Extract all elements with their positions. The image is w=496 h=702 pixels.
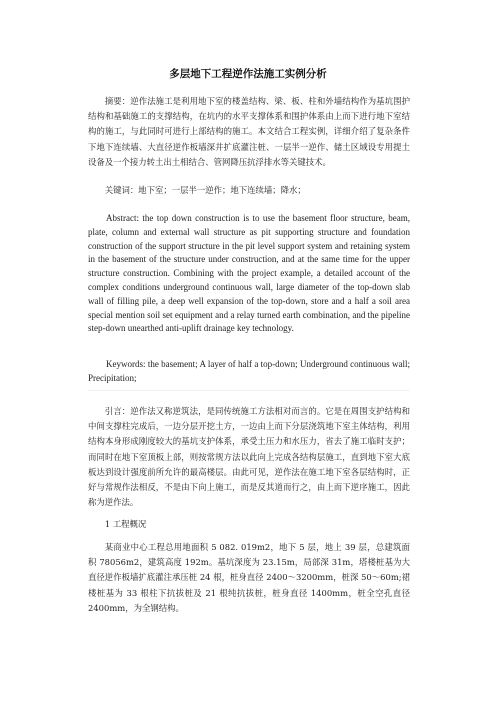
document-title: 多层地下工程逆作法施工实例分析 (169, 68, 327, 80)
section-1-body: 某商业中心工程总用地面积 5 082. 019m2，地下 5 层，地上 39 层，总建筑面积 78056m2，建筑高度 192m。基坑深度为 23.15m，局部深 31m，塔楼桩基为大直径逆作板墙扩底灌注承压桩 24 根，桩身直径 2400～3200mm，桩深 50～60m;裙楼桩基为 33 根柱下抗拔桩及 21 根纯抗拔桩，桩身直径 1400mm，桩全空孔直径 2400mm，为全钢结构。 (88, 542, 410, 613)
abstract-en: Abstract: the top down construction is to use the basement floor structure, beam, plate, column and external wall structure as pit supporting structure and foundation construction of the support structure in the pit level support system and retaining system in the basement of the structure under construction, and at the same time for the upper structure construction. Combining with the project example, a detailed account of the complex conditions underground continuous wall, large diameter of the top-down slab wall of filling pile, a deep well expansion of the top-down, store and a half a soil area special mention soil set equipment and a relay turned earth combination, and the pipeline step-down unearthed anti-uplift drainage key technology. (88, 213, 410, 334)
section-divider (88, 390, 410, 391)
introduction: 引言：逆作法又称逆筑法，是同传统施工方法相对而言的。它是在周围支护结构和中间支撑柱完成后，一边分层开挖土方，一边由上而下分层浇筑地下室主体结构，利用结构本身形成刚度较大的基坑支护体系，承受土压力和水压力，省去了施工临时支护；而同时在地下室顶板上部，则按常规方法以此向上完成各结构层施工，直到地下室大底板达到设计强度前所允许的最高楼层。由此可见，逆作法在施工地下室各层结构时，正好与常规作法相反，不是由下向上施工，而是反其道而行之，由上而下逆序施工，因此称为逆作法。 (88, 406, 410, 508)
abstract-cn: 摘要：逆作法施工是利用地下室的楼盖结构、梁、板、柱和外墙结构作为基坑围护结构和基础施工的支撑结构，在坑内的水平支撑体系和围护体系由上而下进行地下室结构的施工，与此同时可进行上部结构的施工。本文结合工程实例，详细介绍了复杂条件下地下连续墙、大直径逆作板墙深井扩底灌注桩、一层半一逆作、储土区域设专用提土设备及一个接力转土出土相结合、管网降压抗浮排水等关键技术。 (88, 96, 410, 167)
keywords-cn: 关键词：地下室；一层半一逆作；地下连续墙；降水； (104, 185, 306, 195)
section-1-heading: 1 工程概况 (104, 519, 147, 529)
keywords-en: Keywords: the basement; A layer of half a top-down; Underground continuous wall; Precipitation; (88, 359, 410, 383)
